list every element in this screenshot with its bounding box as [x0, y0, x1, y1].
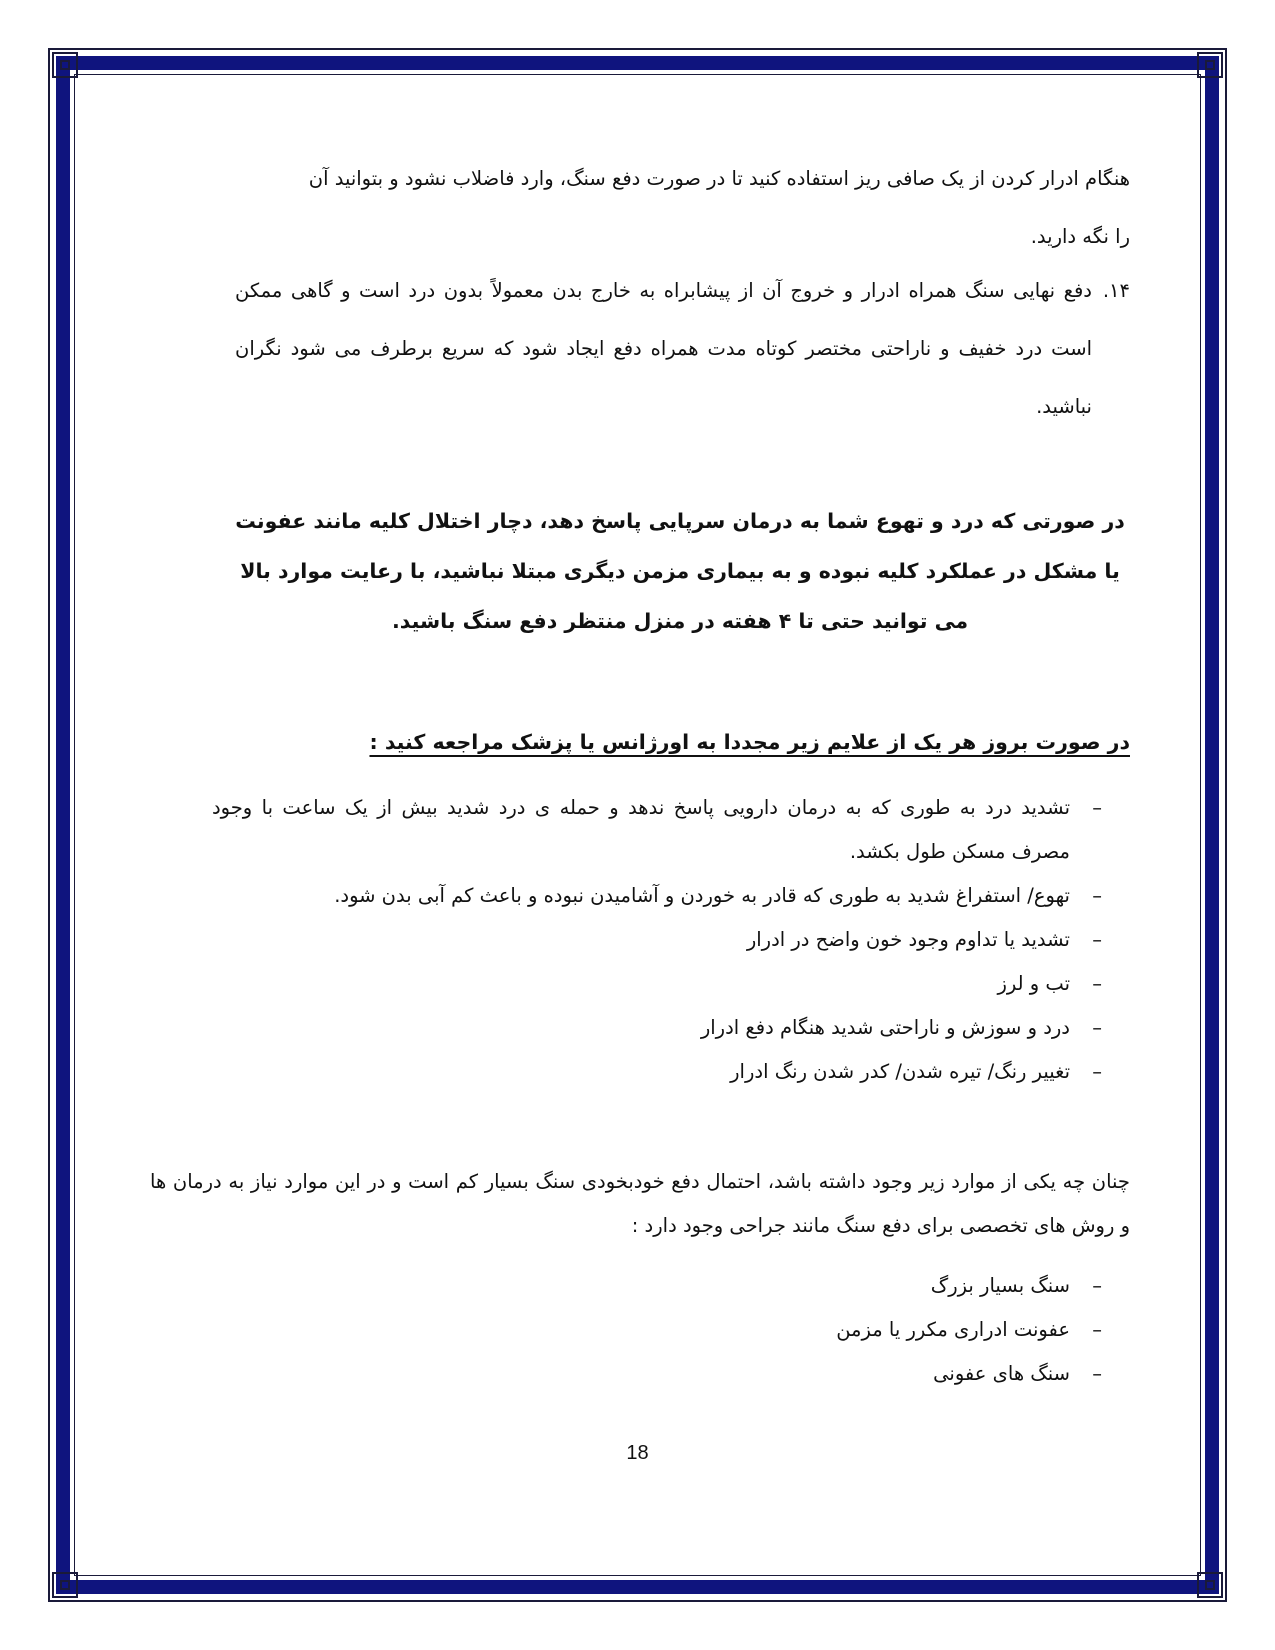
list-item: – تهوع/ استفراغ شدید به طوری که قادر به خوردن و آشامیدن نبوده و باعث کم آبی بدن شود.: [212, 874, 1102, 918]
list-item: – سنگ های عفونی: [212, 1352, 1102, 1396]
conditions-list: [212, 1264, 1102, 1396]
dash-bullet: –: [1092, 928, 1102, 951]
dash-bullet: –: [1092, 796, 1102, 819]
list-item: – تب و لرز: [212, 962, 1102, 1006]
paragraph-strainer-line2: را نگه دارید.: [1030, 225, 1130, 248]
dash-bullet: –: [1092, 1274, 1102, 1297]
dash-bullet: –: [1092, 1060, 1102, 1083]
list-item: – تشدید یا تداوم وجود خون واضح در ادرار: [212, 918, 1102, 962]
dash-bullet: –: [1092, 884, 1102, 907]
list-item: – تشدید درد به طوری که به درمان دارویی پاسخ ندهد و حمله ی درد شدید بیش از یک ساعت با وجود مصرف مسکن طول بکشد.: [212, 786, 1102, 874]
list-item-text: دفع نهایی سنگ همراه ادرار و خروج آن از پیشابراه به خارج بدن معمولاً بدون درد است و گاهی ممکن است درد خفیف و ناراحتی مختصر کوتاه مدت همراه دفع ایجاد شود که سریع برطرف می شود نگران نباشید.: [235, 279, 1092, 418]
corner-ornament-bottom-left: [52, 1572, 78, 1598]
corner-ornament-bottom-right: [1197, 1572, 1223, 1598]
dash-bullet: –: [1092, 972, 1102, 995]
bold-notice-paragraph: در صورتی که درد و تهوع شما به درمان سرپایی پاسخ دهد، دچار اختلال کلیه مانند عفونت یا مشکل در عملکرد کلیه نبوده و به بیماری مزمن دیگری مبتلا نباشید، با رعایت موارد بالا می توانید حتی تا ۴ هفته در منزل منتظر دفع سنگ باشید.: [235, 509, 1125, 633]
dash-bullet: –: [1092, 1362, 1102, 1385]
list-item: – درد و سوزش و ناراحتی شدید هنگام دفع ادرار: [212, 1006, 1102, 1050]
section-heading-warning-signs: در صورت بروز هر یک از علایم زیر مجددا به اورژانس یا پزشک مراجعه کنید :: [369, 730, 1130, 754]
corner-ornament-top-left: [52, 52, 78, 78]
list-item: – سنگ بسیار بزرگ: [212, 1264, 1102, 1308]
dash-bullet: –: [1092, 1016, 1102, 1039]
list-item: – عفونت ادراری مکرر یا مزمن: [212, 1308, 1102, 1352]
dash-bullet: –: [1092, 1318, 1102, 1341]
page-content: [150, 0, 1130, 1650]
list-item-number: ۱۴.: [1102, 279, 1130, 302]
paragraph-strainer: [290, 150, 1130, 266]
paragraph-strainer-line1: هنگام ادرار کردن از یک صافی ریز استفاده کنید تا در صورت دفع سنگ، وارد فاضلاب نشود و بتوانید آن: [308, 167, 1130, 190]
corner-ornament-top-right: [1197, 52, 1223, 78]
list-item-14: [235, 262, 1130, 436]
warning-signs-list: [212, 786, 1102, 1094]
page-number: 18: [626, 1442, 649, 1464]
paragraph-special-treatment: چنان چه یکی از موارد زیر وجود داشته باشد، احتمال دفع خودبخودی سنگ بسیار کم است و در این موارد نیاز به درمان ها و روش های تخصصی برای دفع سنگ مانند جراحی وجود دارد :: [150, 1170, 1130, 1237]
list-item: – تغییر رنگ/ تیره شدن/ کدر شدن رنگ ادرار: [212, 1050, 1102, 1094]
